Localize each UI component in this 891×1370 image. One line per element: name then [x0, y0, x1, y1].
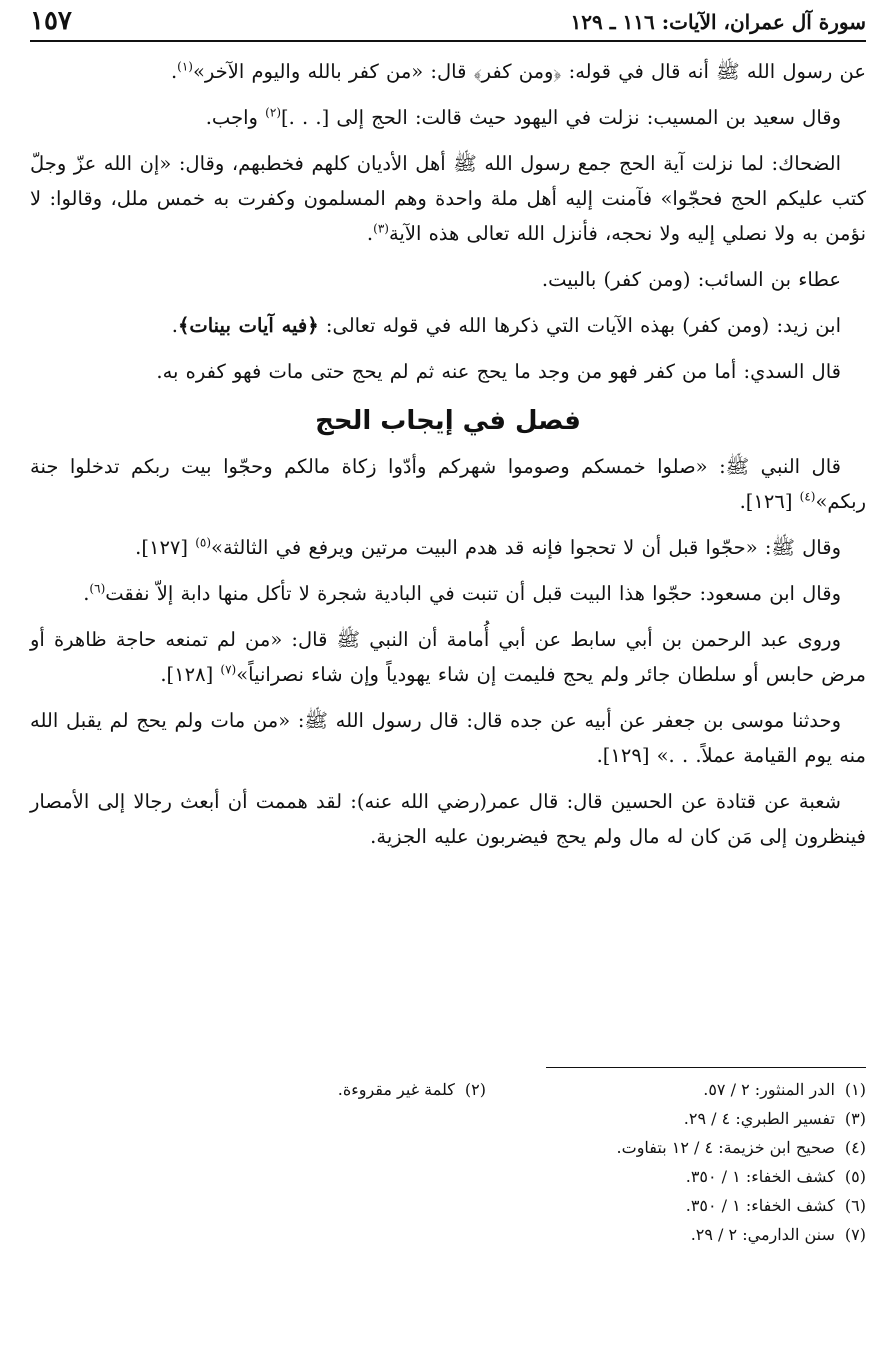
header-title: سورة آل عمران، الآيات: ١١٦ ـ ١٢٩ — [570, 10, 866, 34]
paragraph-p5 — [30, 308, 866, 343]
footnote-ref: (٢) — [265, 105, 281, 120]
paragraph-q4 — [30, 622, 866, 692]
paragraph-text: قال السدي: أما من كفر فهو من وجد ما يحج عنه ثم لم يحج حتى مات فهو كفره به. — [156, 360, 841, 383]
footnote: (٢)كلمة غير مقروءة. — [337, 1080, 486, 1099]
paragraph-text: قال النبي ﷺ: «صلوا خمسكم وصوموا شهركم وأدّوا زكاة مالكم وحجّوا بيت ربكم تدخلوا جنة ربكم» — [30, 455, 866, 513]
footnote: (٤)صحيح ابن خزيمة: ٤ / ١٢ بتفاوت. — [616, 1138, 866, 1157]
paragraph-tail: [١٢٧]. — [135, 536, 196, 559]
footnote-rule — [546, 1067, 866, 1068]
footnote: (١)الدر المنثور: ٢ / ٥٧. — [703, 1080, 866, 1099]
footnote-row — [30, 1080, 866, 1109]
paragraph-q1 — [30, 449, 866, 519]
paragraph-tail: واجب. — [205, 106, 266, 129]
footnotes — [30, 1080, 866, 1254]
paragraph-text: الضحاك: لما نزلت آية الحج جمع رسول الله ﷺ أهل الأديان كلهم فخطبهم، وقال: «إن الله عزّ وجلّ كتب عليكم الحج فحجّوا» فآمنت إليه أهل ملة واحدة وهم المسلمون وكفرت به خمس ملل، وقالوا: لا نؤمن به ولا نصلي إليه ولا نحجه، فأنزل الله تعالى هذه الآية — [30, 152, 866, 245]
paragraph-text: ابن زيد: (ومن كفر) بهذه الآيات التي ذكرها الله في قوله تعالى: — [318, 314, 841, 337]
footnote: (٧)سنن الدارمي: ٢ / ٢٩. — [690, 1225, 866, 1244]
paragraph-q6 — [30, 784, 866, 854]
running-header — [30, 6, 866, 40]
footnote-row — [30, 1196, 866, 1225]
footnote: (٦)كشف الخفاء: ١ / ٣٥٠. — [685, 1196, 866, 1215]
footnote-ref: (٧) — [220, 662, 237, 677]
paragraph-tail: . — [171, 314, 178, 337]
paragraph-text: عن رسول الله ﷺ أنه قال في قوله: ﴿ومن كفر﴾ قال: «من كفر بالله واليوم الآخر» — [192, 60, 866, 83]
section-title: فصل في إيجاب الحج — [315, 406, 581, 436]
paragraph-text: عطاء بن السائب: (ومن كفر) بالبيت. — [541, 268, 841, 291]
footnote: (٥)كشف الخفاء: ١ / ٣٥٠. — [685, 1167, 866, 1186]
page — [30, 0, 866, 1370]
paragraph-p3 — [30, 146, 866, 251]
paragraph-tail: . — [83, 582, 90, 605]
paragraph-tail: [١٢٨]. — [160, 663, 221, 686]
footnote-row — [30, 1138, 866, 1167]
paragraph-p6 — [30, 354, 866, 389]
paragraph-q2 — [30, 530, 866, 565]
footnote-ref: (٣) — [373, 221, 389, 236]
paragraph-text: وقال ابن مسعود: حجّوا هذا البيت قبل أن تنبت في البادية شجرة لا تأكل منها دابة إلاّ نفقت — [105, 582, 841, 605]
footnote-ref: (٥) — [195, 535, 212, 550]
body-text — [30, 54, 866, 865]
paragraph-tail: . — [366, 222, 374, 245]
footnote-ref: (٦) — [89, 581, 106, 596]
page-number: ١٥٧ — [30, 6, 72, 36]
paragraph-q3 — [30, 576, 866, 611]
paragraph-q5 — [30, 703, 866, 773]
paragraph-tail: [١٢٦]. — [739, 490, 800, 513]
paragraph-p1 — [30, 54, 866, 89]
paragraph-text: وحدثنا موسى بن جعفر عن أبيه عن جده قال: قال رسول الله ﷺ: «من مات ولم يحج لم يقبل الله منه يوم القيامة عملاً. . .» [١٢٩]. — [30, 709, 866, 767]
footnote-ref: (٤) — [799, 489, 816, 504]
quran-quote: ﴿فيه آيات بينات﴾ — [177, 314, 319, 337]
paragraph-text: وقال سعيد بن المسيب: نزلت في اليهود حيث قالت: الحج إلى [. . .] — [281, 106, 841, 129]
paragraph-p2 — [30, 100, 866, 135]
footnote-row — [30, 1167, 866, 1196]
paragraph-text: وروى عبد الرحمن بن أبي سابط عن أبي أُمامة أن النبي ﷺ قال: «من لم تمنعه حاجة ظاهرة أو مرض حابس أو سلطان جائر ولم يحج فليمت إن شاء يهودياً وإن شاء نصرانياً» — [30, 628, 866, 686]
paragraph-text: شعبة عن قتادة عن الحسين قال: قال عمر(رضي الله عنه): لقد هممت أن أبعث رجالا إلى الأمصار فينظرون إلى مَن كان له مال ولم يحج فيضربون عليه الجزية. — [30, 790, 866, 848]
hadith-block — [30, 449, 866, 854]
paragraph-text: وقال ﷺ: «حجّوا قبل أن لا تحجوا فإنه قد هدم البيت مرتين ويرفع في الثالثة» — [211, 536, 841, 559]
footnote-ref: (١) — [177, 59, 193, 74]
footnote-row — [30, 1109, 866, 1138]
commentary-block — [30, 54, 866, 389]
footnote: (٣)تفسير الطبري: ٤ / ٢٩. — [683, 1109, 866, 1128]
paragraph-tail: . — [170, 60, 178, 83]
paragraph-p4 — [30, 262, 866, 297]
footnote-row — [30, 1225, 866, 1254]
header-rule — [30, 40, 866, 42]
